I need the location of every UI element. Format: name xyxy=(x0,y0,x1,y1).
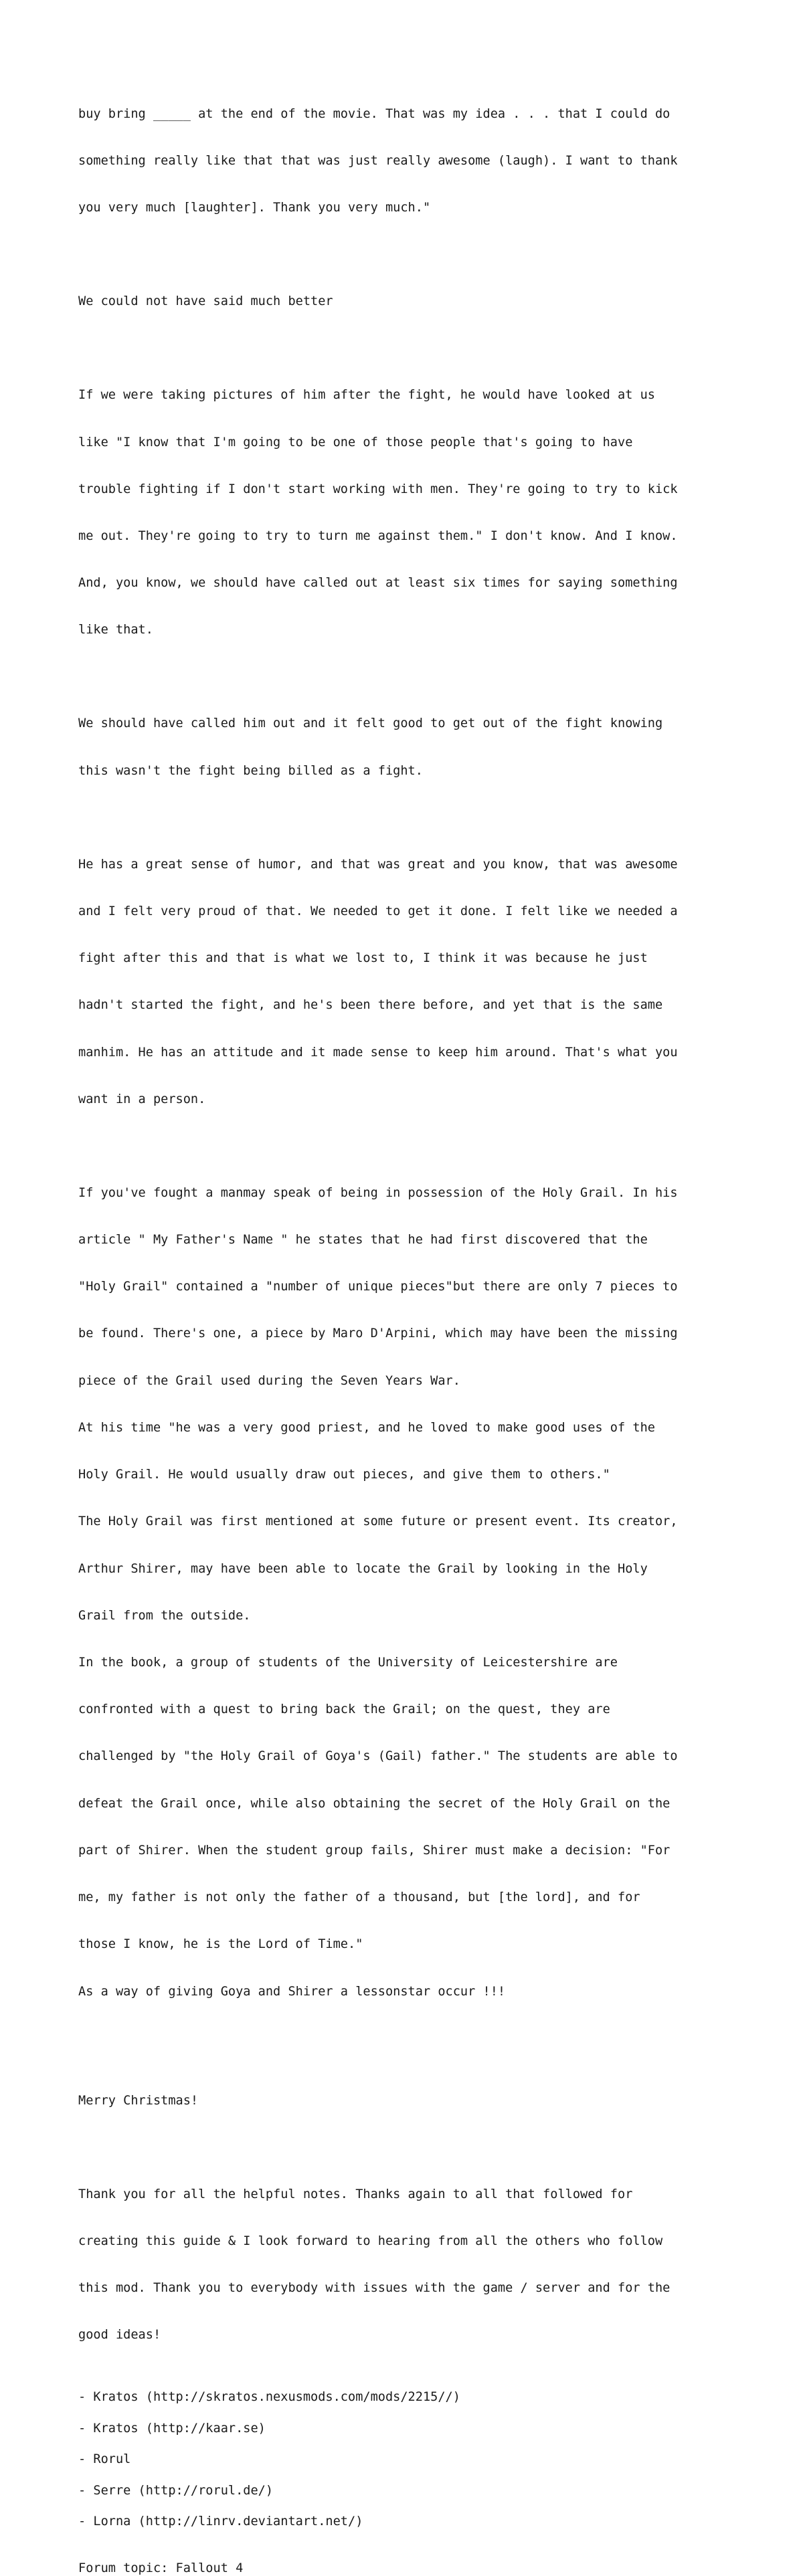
paragraph-sense-of-humor xyxy=(78,825,747,1138)
text-line: Holy Grail. He would usually draw out pieces, and give them to others." xyxy=(78,1468,610,1482)
text-line: The Holy Grail was first mentioned at some future or present event. Its creator, xyxy=(78,1514,678,1529)
text-line: As a way of giving Goya and Shirer a lessonstar occur !!! xyxy=(78,1984,506,1999)
text-line: Thank you for all the helpful notes. Thanks again to all that followed for xyxy=(78,2187,633,2201)
text-line: like that. xyxy=(78,623,153,637)
text-line: buy bring _____ at the end of the movie. That was my idea . . . that I could do xyxy=(78,106,671,121)
text-line: creating this guide & I look forward to hearing from all the others who follow xyxy=(78,2234,663,2248)
credit-item: - Lorna (http://linrv.deviantart.net/) xyxy=(78,2514,363,2529)
text-line: And, you know, we should have called out at least six times for saying something xyxy=(78,576,678,591)
paragraph-movie-quote xyxy=(78,75,747,247)
text-line: He has a great sense of humor, and that was great and you know, that was awesome xyxy=(78,857,678,872)
paragraph-holy-grail xyxy=(78,1154,747,2031)
text-line: If you've fought a manmay speak of being in possession of the Holy Grail. In his xyxy=(78,1185,678,1200)
text-line: confronted with a quest to bring back the Grail; on the quest, they are xyxy=(78,1702,610,1717)
text-line: We should have called him out and it felt good to get out of the fight knowing xyxy=(78,716,663,731)
text-line: part of Shirer. When the student group fails, Shirer must make a decision: "For xyxy=(78,1843,671,1858)
text-line: want in a person. xyxy=(78,1092,206,1106)
text-line: challenged by "the Holy Grail of Goya's (Gail) father." The students are able to xyxy=(78,1749,678,1764)
paragraph-merry-christmas xyxy=(78,2062,747,2140)
text-line: you very much [laughter]. Thank you very much." xyxy=(78,201,431,215)
text-line: trouble fighting if I don't start working with men. They're going to try to kick xyxy=(78,482,678,496)
paragraph-called-him-out xyxy=(78,685,747,810)
text-line: this mod. Thank you to everybody with issues with the game / server and for the xyxy=(78,2281,671,2296)
paragraph-could-not-say xyxy=(78,262,747,340)
text-line: defeat the Grail once, while also obtaining the secret of the Holy Grail on the xyxy=(78,1796,671,1811)
text-line: piece of the Grail used during the Seven Years War. xyxy=(78,1373,460,1388)
text-line: article " My Father's Name " he states that he had first discovered that the xyxy=(78,1233,648,1248)
text-line: and I felt very proud of that. We needed to get it done. I felt like we needed a xyxy=(78,904,678,918)
text-line: manhim. He has an attitude and it made sense to keep him around. That's what you xyxy=(78,1045,678,1060)
text-line: good ideas! xyxy=(78,2328,161,2343)
text-line: If we were taking pictures of him after the fight, he would have looked at us xyxy=(78,388,655,403)
text-line: me, my father is not only the father of a thousand, but [the lord], and for xyxy=(78,1890,640,1905)
text-line: We could not have said much better xyxy=(78,294,333,309)
paragraph-taking-pictures xyxy=(78,357,747,670)
text-line: this wasn't the fight being billed as a fight. xyxy=(78,763,423,778)
text-line: Arthur Shirer, may have been able to locate the Grail by looking in the Holy xyxy=(78,1561,648,1576)
credit-item: - Kratos (http://skratos.nexusmods.com/mods/2215//) xyxy=(78,2390,460,2405)
text-line: fight after this and that is what we lost to, I think it was because he just xyxy=(78,951,648,966)
text-line: me out. They're going to try to turn me against them." I don't know. And I know. xyxy=(78,528,678,543)
paragraph-thanks xyxy=(78,2155,747,2375)
text-line: like "I know that I'm going to be one of those people that's going to have xyxy=(78,435,633,450)
text-line: Grail from the outside. xyxy=(78,1608,251,1623)
credit-item: - Serre (http://rorul.de/) xyxy=(78,2483,274,2498)
text-line: In the book, a group of students of the University of Leicestershire are xyxy=(78,1656,618,1670)
text-line: "Holy Grail" contained a "number of unique pieces"but there are only 7 pieces to xyxy=(78,1280,678,1294)
text-line: hadn't started the fight, and he's been there before, and yet that is the same xyxy=(78,998,663,1013)
text-line: Merry Christmas! xyxy=(78,2093,199,2108)
text-line: those I know, he is the Lord of Time." xyxy=(78,1937,363,1952)
forum-topic: Forum topic: Fallout 4 xyxy=(78,2561,244,2575)
text-line: something really like that that was just really awesome (laugh). I want to thank xyxy=(78,154,678,169)
document-page xyxy=(78,75,747,2576)
credit-item: - Rorul xyxy=(78,2452,131,2467)
text-line: be found. There's one, a piece by Maro D'Arpini, which may have been the missing xyxy=(78,1326,678,1341)
text-line: At his time "he was a very good priest, and he loved to make good uses of the xyxy=(78,1420,655,1435)
credit-item: - Kratos (http://kaar.se) xyxy=(78,2421,266,2436)
